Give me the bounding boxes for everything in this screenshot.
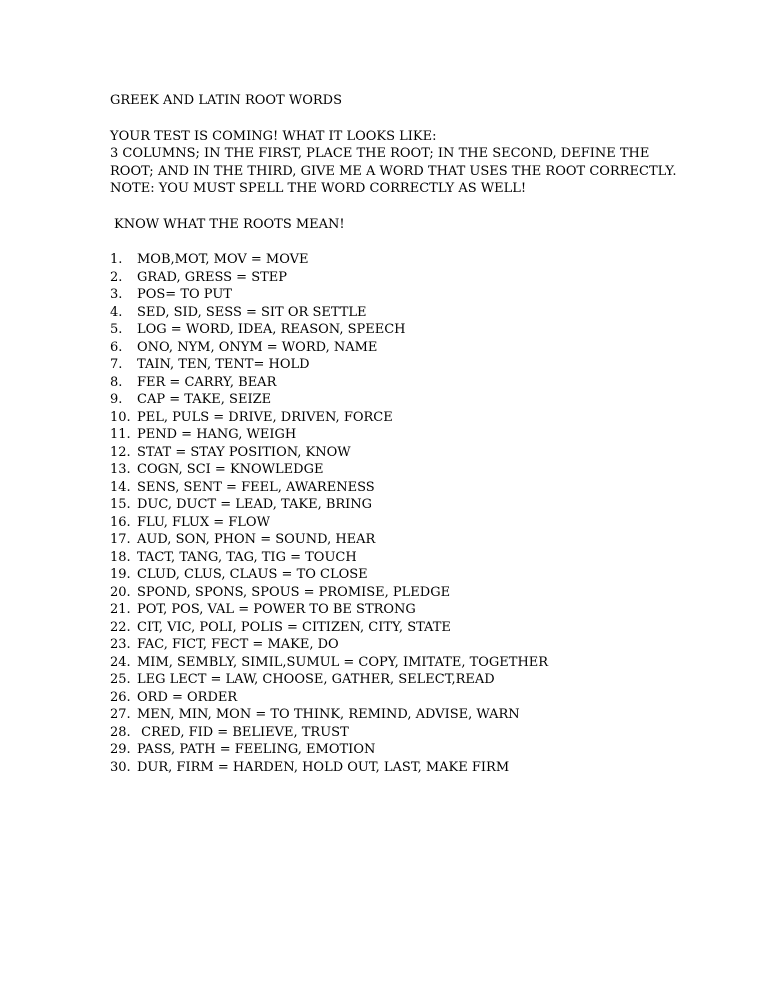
list-item-number: 20. — [110, 584, 131, 600]
list-item-number: 10. — [110, 409, 131, 425]
root-list-item — [110, 356, 730, 374]
list-item-number: 12. — [110, 444, 131, 460]
root-list-item — [110, 549, 730, 567]
list-item-number: 23. — [110, 637, 131, 652]
document-page — [110, 92, 730, 776]
roots-list — [110, 251, 730, 776]
root-definition: CAP = TAKE, SEIZE — [137, 392, 272, 407]
root-list-item — [110, 304, 730, 322]
root-list-item — [110, 601, 730, 619]
list-item-number: 22. — [110, 619, 131, 635]
list-item-number: 29. — [110, 742, 131, 757]
list-item-number: 15. — [110, 497, 131, 512]
root-list-item — [110, 654, 730, 672]
root-definition: POS= TO PUT — [137, 287, 232, 302]
root-list-item — [110, 251, 730, 269]
list-item-number: 19. — [110, 567, 131, 582]
root-definition: DUR, FIRM = HARDEN, HOLD OUT, LAST, MAKE FIRM — [137, 759, 510, 775]
root-list-item — [110, 496, 730, 514]
list-item-number: 6. — [110, 339, 123, 355]
root-list-item — [110, 444, 730, 462]
root-list-item — [110, 724, 730, 742]
root-definition: FAC, FICT, FECT = MAKE, DO — [137, 637, 339, 652]
document-title: GREEK AND LATIN ROOT WORDS — [110, 93, 342, 108]
intro-line: ROOT; AND IN THE THIRD, GIVE ME A WORD THAT USES THE ROOT CORRECTLY. — [110, 163, 677, 179]
root-definition: SENS, SENT = FEEL, AWARENESS — [137, 479, 375, 495]
root-definition: PEND = HANG, WEIGH — [137, 427, 297, 442]
list-item-number: 13. — [110, 462, 131, 477]
list-item-number: 16. — [110, 514, 131, 530]
list-item-number: 4. — [110, 304, 123, 320]
root-definition: MOB,MOT, MOV = MOVE — [137, 252, 309, 267]
root-definition: PEL, PULS = DRIVE, DRIVEN, FORCE — [137, 409, 393, 425]
list-item-number: 8. — [110, 374, 123, 390]
list-item-number: 28. — [110, 724, 131, 740]
root-definition: CIT, VIC, POLI, POLIS = CITIZEN, CITY, STATE — [137, 619, 451, 635]
root-list-item — [110, 689, 730, 707]
root-list-item — [110, 321, 730, 339]
root-list-item — [110, 531, 730, 549]
list-item-number: 25. — [110, 672, 131, 687]
root-definition: MEN, MIN, MON = TO THINK, REMIND, ADVISE, WARN — [137, 707, 520, 722]
root-list-item — [110, 374, 730, 392]
root-definition: GRAD, GRESS = STEP — [137, 269, 288, 285]
root-definition: DUC, DUCT = LEAD, TAKE, BRING — [137, 497, 373, 512]
list-item-number: 24. — [110, 654, 131, 670]
list-item-number: 27. — [110, 707, 131, 722]
list-item-number: 17. — [110, 532, 131, 547]
root-list-item — [110, 759, 730, 777]
know-roots-heading: KNOW WHAT THE ROOTS MEAN! — [114, 216, 345, 232]
root-definition: POT, POS, VAL = POWER TO BE STRONG — [137, 602, 416, 617]
intro-line: 3 COLUMNS; IN THE FIRST, PLACE THE ROOT; IN THE SECOND, DEFINE THE — [110, 146, 650, 161]
list-item-number: 5. — [110, 322, 123, 337]
root-definition: ORD = ORDER — [137, 689, 238, 705]
root-definition: SED, SID, SESS = SIT OR SETTLE — [137, 304, 367, 320]
root-definition: LEG LECT = LAW, CHOOSE, GATHER, SELECT,READ — [137, 672, 495, 687]
root-list-item — [110, 426, 730, 444]
list-item-number: 1. — [110, 252, 123, 267]
root-list-item — [110, 409, 730, 427]
root-definition: STAT = STAY POSITION, KNOW — [137, 444, 351, 460]
root-list-item — [110, 584, 730, 602]
list-item-number: 26. — [110, 689, 131, 705]
list-item-number: 18. — [110, 549, 131, 565]
root-definition: AUD, SON, PHON = SOUND, HEAR — [137, 532, 376, 547]
root-definition: SPOND, SPONS, SPOUS = PROMISE, PLEDGE — [137, 584, 451, 600]
list-item-number: 14. — [110, 479, 131, 495]
root-definition: CRED, FID = BELIEVE, TRUST — [137, 724, 349, 740]
root-list-item — [110, 636, 730, 654]
root-definition: FER = CARRY, BEAR — [137, 374, 277, 390]
root-list-item — [110, 706, 730, 724]
root-list-item — [110, 741, 730, 759]
list-item-number: 21. — [110, 602, 131, 617]
root-definition: ONO, NYM, ONYM = WORD, NAME — [137, 339, 378, 355]
list-item-number: 7. — [110, 357, 123, 372]
list-item-number: 11. — [110, 427, 131, 442]
root-definition: CLUD, CLUS, CLAUS = TO CLOSE — [137, 567, 368, 582]
root-list-item — [110, 286, 730, 304]
root-definition: FLU, FLUX = FLOW — [137, 514, 270, 530]
root-definition: COGN, SCI = KNOWLEDGE — [137, 462, 324, 477]
root-list-item — [110, 339, 730, 357]
root-list-item — [110, 671, 730, 689]
list-item-number: 9. — [110, 392, 123, 407]
root-list-item — [110, 514, 730, 532]
intro-line: NOTE: YOU MUST SPELL THE WORD CORRECTLY AS WELL! — [110, 181, 527, 196]
intro-line: YOUR TEST IS COMING! WHAT IT LOOKS LIKE: — [110, 128, 437, 144]
root-definition: LOG = WORD, IDEA, REASON, SPEECH — [137, 322, 406, 337]
root-list-item — [110, 269, 730, 287]
list-item-number: 3. — [110, 287, 123, 302]
intro-paragraph — [110, 128, 730, 198]
list-item-number: 30. — [110, 759, 131, 775]
root-list-item — [110, 391, 730, 409]
root-list-item — [110, 619, 730, 637]
root-definition: MIM, SEMBLY, SIMIL,SUMUL = COPY, IMITATE, TOGETHER — [137, 654, 549, 670]
root-definition: PASS, PATH = FEELING, EMOTION — [137, 742, 376, 757]
root-definition: TAIN, TEN, TENT= HOLD — [137, 357, 310, 372]
root-list-item — [110, 461, 730, 479]
list-item-number: 2. — [110, 269, 123, 285]
root-list-item — [110, 566, 730, 584]
root-definition: TACT, TANG, TAG, TIG = TOUCH — [137, 549, 357, 565]
root-list-item — [110, 479, 730, 497]
